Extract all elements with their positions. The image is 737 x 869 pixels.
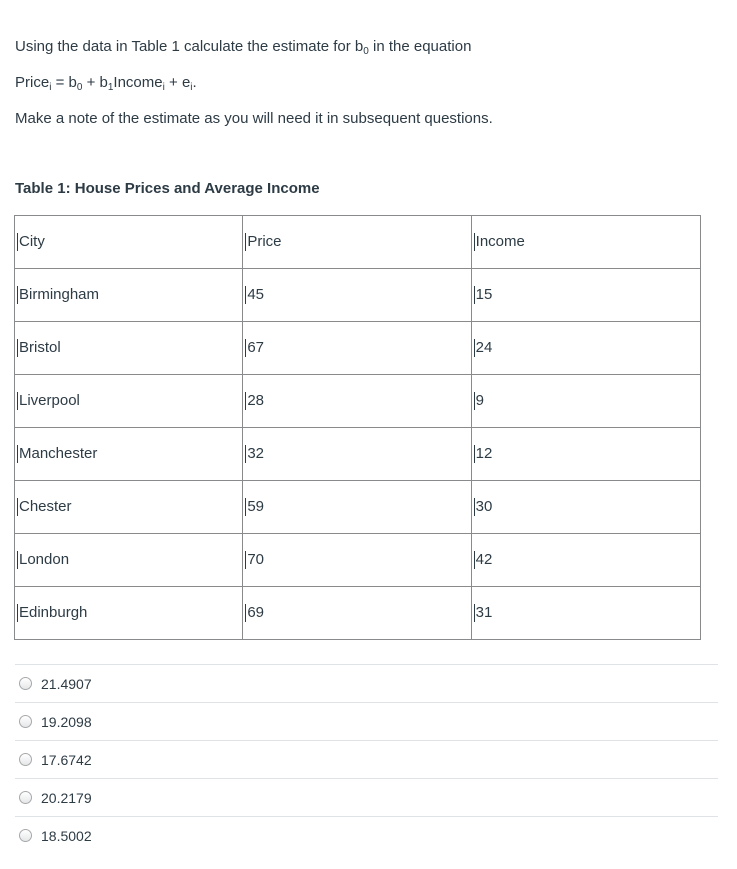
answer-option[interactable] <box>15 816 718 854</box>
table-caption: Table 1: House Prices and Average Income <box>15 180 320 197</box>
table-cell <box>15 375 243 428</box>
table-cell <box>15 428 243 481</box>
header-income: Income <box>475 233 525 250</box>
header-price: Price <box>247 233 282 250</box>
table-cell <box>471 269 700 322</box>
table-row <box>15 322 701 375</box>
answer-label: 17.6742 <box>41 751 92 768</box>
table-cell <box>471 534 700 587</box>
cell-price: 28 <box>247 392 265 409</box>
table-header-cell <box>243 216 471 269</box>
radio-button[interactable] <box>19 829 32 842</box>
cell-income: 31 <box>475 604 493 621</box>
cell-city: Birmingham <box>19 286 100 303</box>
question-equation: Price$_i$ = $b_0$ + $b_1Income_i + e_i$. <box>15 74 197 93</box>
table-cell <box>243 269 471 322</box>
cell-income: 12 <box>475 445 493 462</box>
table-header-row <box>15 216 701 269</box>
cell-price: 67 <box>247 339 265 356</box>
cell-price: 32 <box>247 445 265 462</box>
table-header-cell <box>15 216 243 269</box>
table-cell <box>243 481 471 534</box>
table-cell <box>471 481 700 534</box>
answer-option[interactable] <box>15 778 718 816</box>
cell-income: 42 <box>475 551 493 568</box>
table-cell <box>15 587 243 640</box>
table-cell <box>15 322 243 375</box>
table-header-cell <box>471 216 700 269</box>
table-cell <box>471 428 700 481</box>
question-line-3: Make a note of the estimate as you will need it in subsequent questions. <box>15 110 493 127</box>
table-cell <box>15 269 243 322</box>
cell-city: Liverpool <box>19 392 80 409</box>
answer-option[interactable] <box>15 740 718 778</box>
header-city: City <box>19 233 45 250</box>
cell-city: Manchester <box>19 445 98 462</box>
radio-button[interactable] <box>19 715 32 728</box>
table-cell <box>243 534 471 587</box>
cell-price: 69 <box>247 604 265 621</box>
answer-label: 18.5002 <box>41 827 92 844</box>
answer-option[interactable] <box>15 702 718 740</box>
table-row <box>15 587 701 640</box>
cell-city: Bristol <box>19 339 61 356</box>
data-table <box>14 215 701 640</box>
radio-button[interactable] <box>19 677 32 690</box>
answer-option[interactable] <box>15 664 718 702</box>
cell-income: 9 <box>475 392 484 409</box>
cell-income: 15 <box>475 286 493 303</box>
table-row <box>15 375 701 428</box>
answer-label: 21.4907 <box>41 675 92 692</box>
table-row <box>15 481 701 534</box>
cell-price: 70 <box>247 551 265 568</box>
table-cell <box>471 322 700 375</box>
table-row <box>15 428 701 481</box>
cell-city: Edinburgh <box>19 604 88 621</box>
cell-price: 45 <box>247 286 265 303</box>
table-cell <box>471 587 700 640</box>
table-cell <box>15 481 243 534</box>
answer-label: 20.2179 <box>41 789 92 806</box>
cell-income: 30 <box>475 498 493 515</box>
cell-city: Chester <box>19 498 72 515</box>
table-cell <box>243 322 471 375</box>
table-cell <box>15 534 243 587</box>
table-row <box>15 269 701 322</box>
table-cell <box>471 375 700 428</box>
table-cell <box>243 375 471 428</box>
radio-button[interactable] <box>19 791 32 804</box>
table-row <box>15 534 701 587</box>
cell-income: 24 <box>475 339 493 356</box>
cell-price: 59 <box>247 498 265 515</box>
table-cell <box>243 587 471 640</box>
answer-options <box>15 664 718 854</box>
radio-button[interactable] <box>19 753 32 766</box>
question-line-1: Using the data in Table 1 calculate the estimate for $b_0$ in the equation <box>15 38 472 57</box>
cell-city: London <box>19 551 70 568</box>
table-cell <box>243 428 471 481</box>
answer-label: 19.2098 <box>41 713 92 730</box>
